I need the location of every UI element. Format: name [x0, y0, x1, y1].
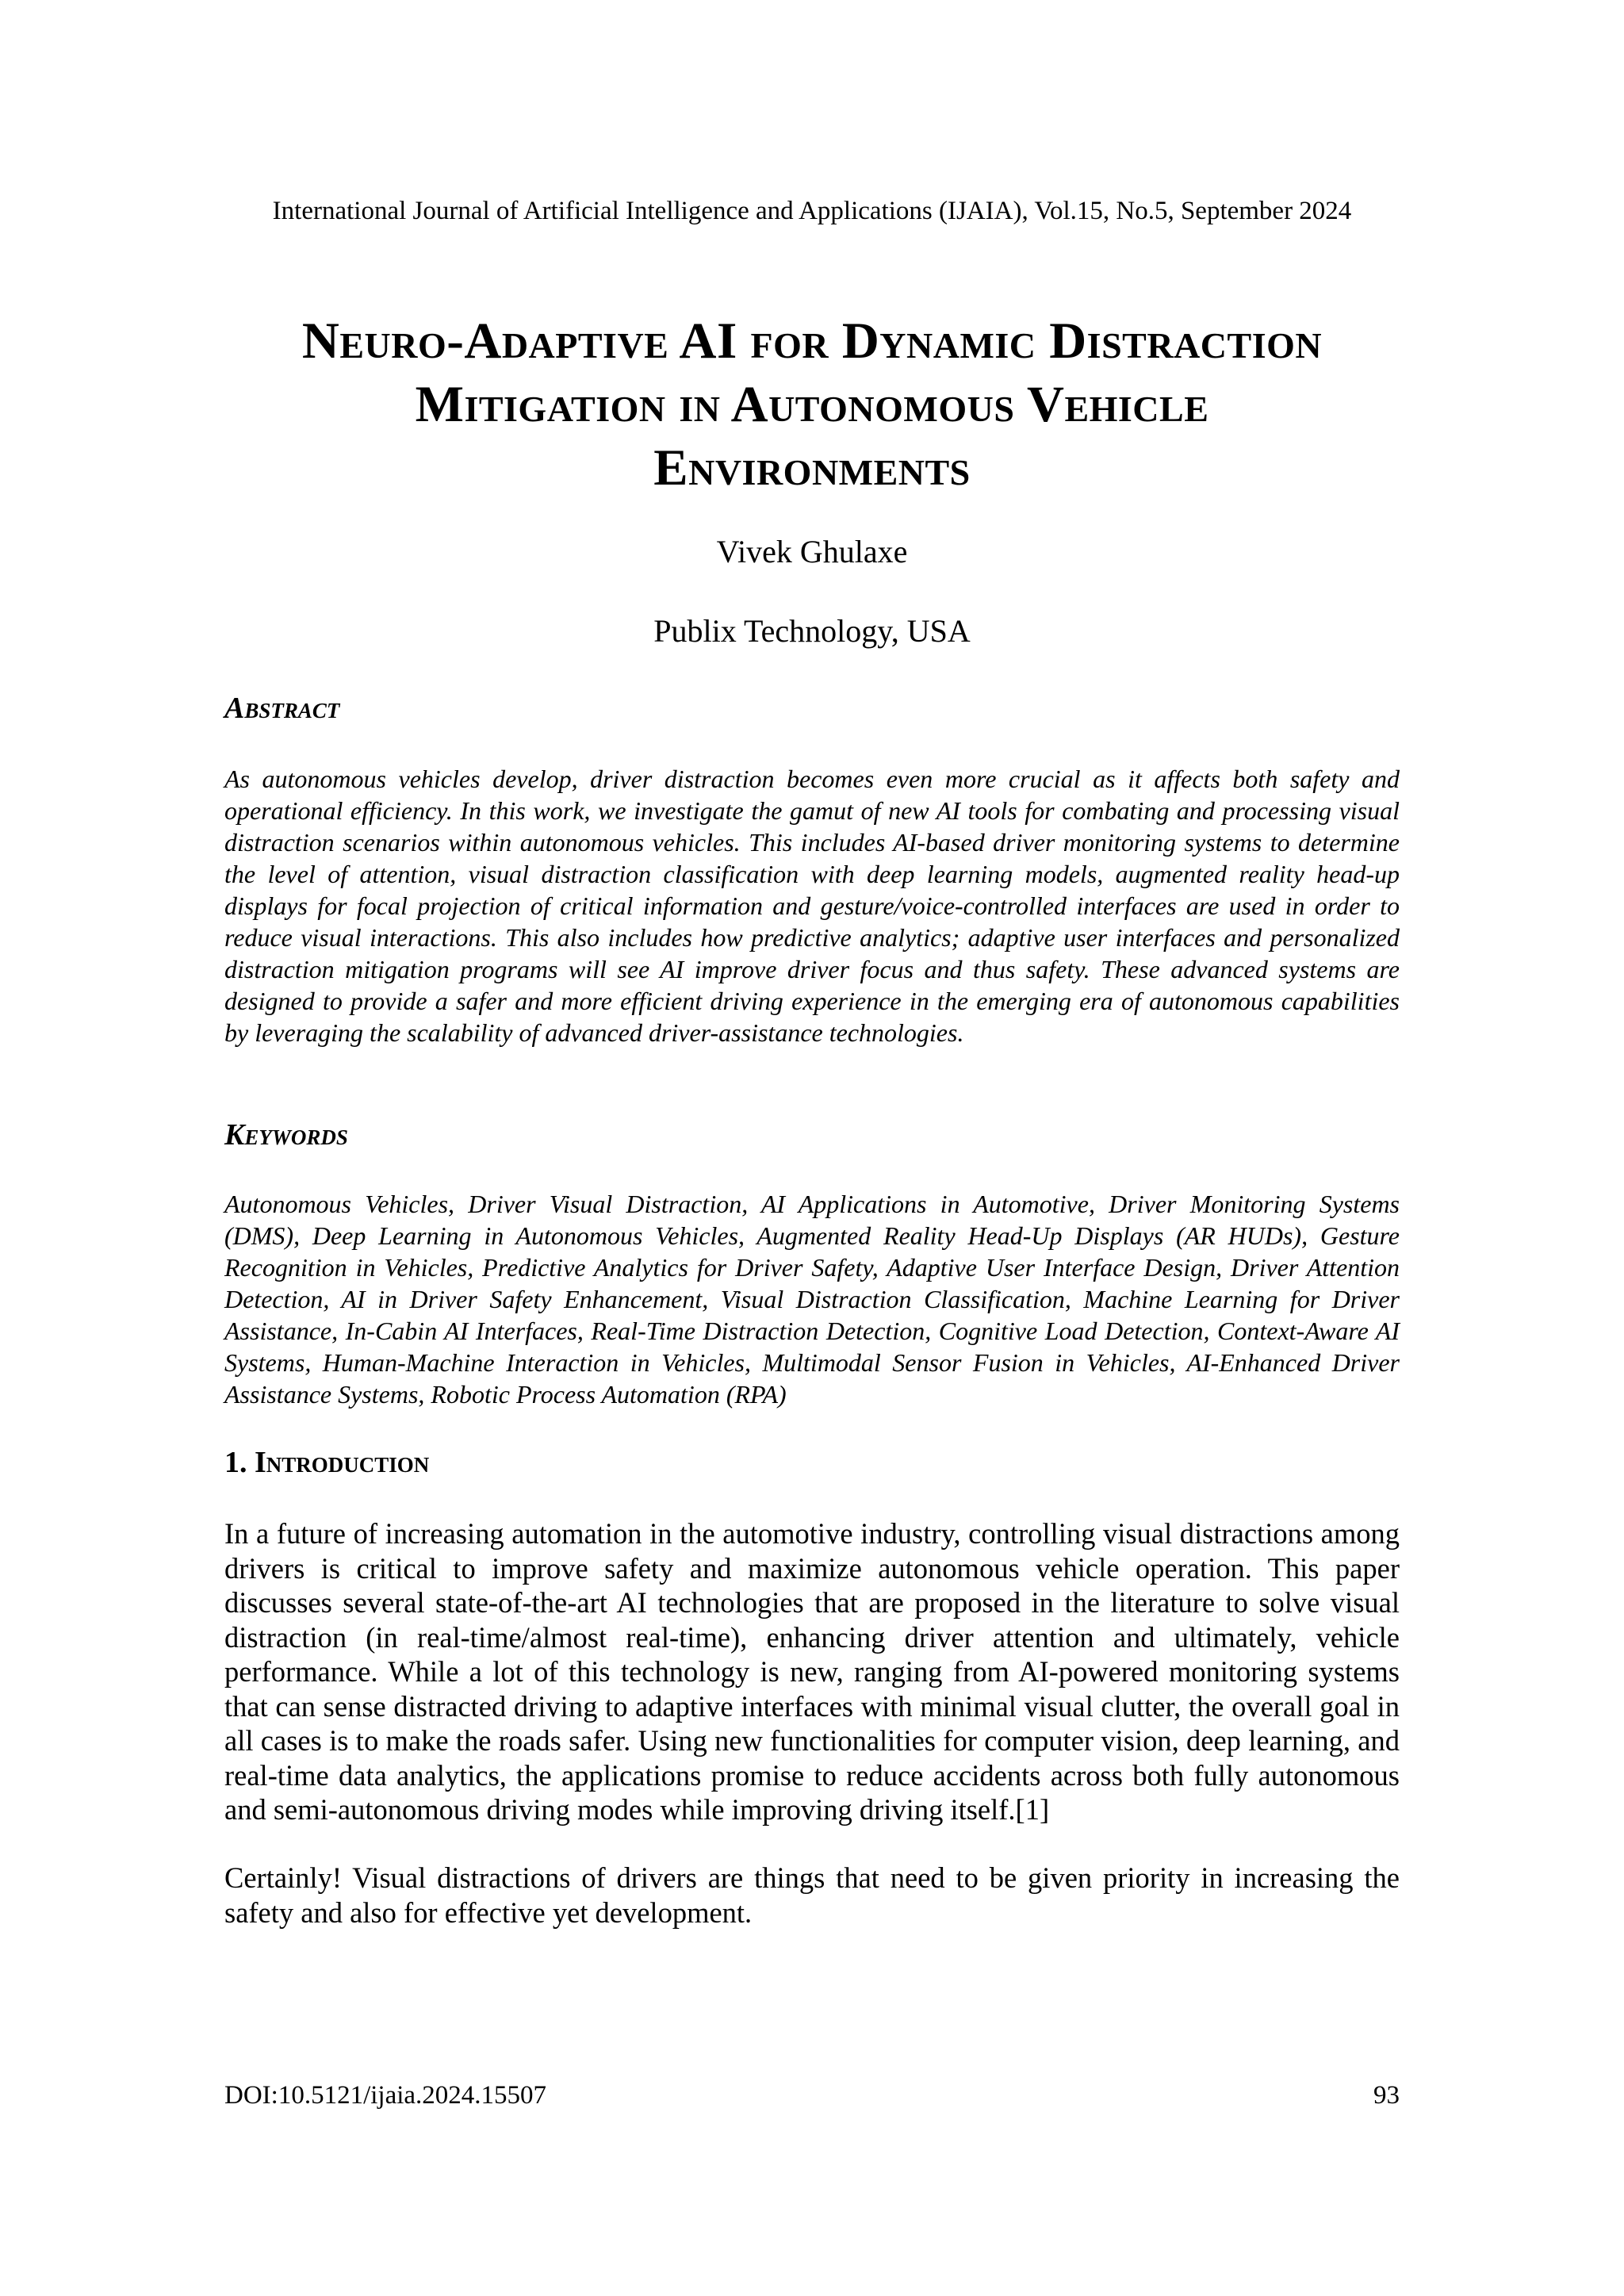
keywords-text: Autonomous Vehicles, Driver Visual Distraction, AI Applications in Automotive, Driver Monitoring Systems (DMS), Deep Learning in Autonomous Vehicles, Augmented Reality Head-Up Displays (AR HUDs), Gesture Recognition in Vehicles, Predictive Analytics for Driver Safety, Adaptive User Interface Design, Driver Attention Detection, AI in Driver Safety Enhancement, Visual Distraction Classification, Machine Learning for Driver Assistance, In-Cabin AI Interfaces, Real-Time Distraction Detection, Cognitive Load Detection, Context-Aware AI Systems, Human-Machine Interaction in Vehicles, Multimodal Sensor Fusion in Vehicles, AI-Enhanced Driver Assistance Systems, Robotic Process Automation (RPA): [224, 1190, 1400, 1409]
keywords-heading: Keywords: [224, 1118, 348, 1152]
abstract-heading: Abstract: [224, 692, 340, 725]
introduction-paragraph-1: In a future of increasing automation in the automotive industry, controlling visual distractions among drivers is critical to improve safety and maximize autonomous vehicle operation. This paper discusses several state-of-the-art AI technologies that are proposed in the literature to solve visual distraction (in real-time/almost real-time), enhancing driver attention and ultimately, vehicle performance. While a lot of this technology is new, ranging from AI-powered monitoring systems that can sense distracted driving to adaptive interfaces with minimal visual clutter, the overall goal in all cases is to make the roads safer. Using new functionalities for computer vision, deep learning, and real-time data analytics, the applications promise to reduce accidents across both fully autonomous and semi-autonomous driving modes while improving driving itself.[1]: [224, 1517, 1400, 1826]
page-number: 93: [1373, 2081, 1400, 2110]
doi-footer: DOI:10.5121/ijaia.2024.15507: [224, 2081, 547, 2110]
abstract-text: As autonomous vehicles develop, driver distraction becomes even more crucial as it affects both safety and operational efficiency. In this work, we investigate the gamut of new AI tools for combating and processing visual distraction scenarios within autonomous vehicles. This includes AI-based driver monitoring systems to determine the level of attention, visual distraction classification with deep learning models, augmented reality head-up displays for focal projection of critical information and gesture/voice-controlled interfaces are used in order to reduce visual interactions. This also includes how predictive analytics; adaptive user interfaces and personalized distraction mitigation programs will see AI improve driver focus and thus safety. These advanced systems are designed to provide a safer and more efficient driving experience in the emerging era of autonomous capabilities by leveraging the scalability of advanced driver-assistance technologies.: [224, 765, 1400, 1047]
title-line-3: Environments: [653, 439, 971, 496]
journal-header: International Journal of Artificial Intelligence and Applications (IJAIA), Vol.15, No.5, September 2024: [272, 197, 1352, 225]
title-line-1: Neuro-Adaptive AI for Dynamic Distraction: [301, 312, 1323, 370]
author-affiliation: Publix Technology, USA: [653, 613, 971, 649]
title-line-2: Mitigation in Autonomous Vehicle: [415, 376, 1209, 433]
introduction-heading: 1. Introduction: [224, 1446, 430, 1479]
author-name: Vivek Ghulaxe: [716, 534, 908, 569]
introduction-paragraph-2: Certainly! Visual distractions of drivers are things that need to be given priority in increasing the safety and also for effective yet development.: [224, 1861, 1400, 1929]
paper-title: [178, 309, 1446, 500]
